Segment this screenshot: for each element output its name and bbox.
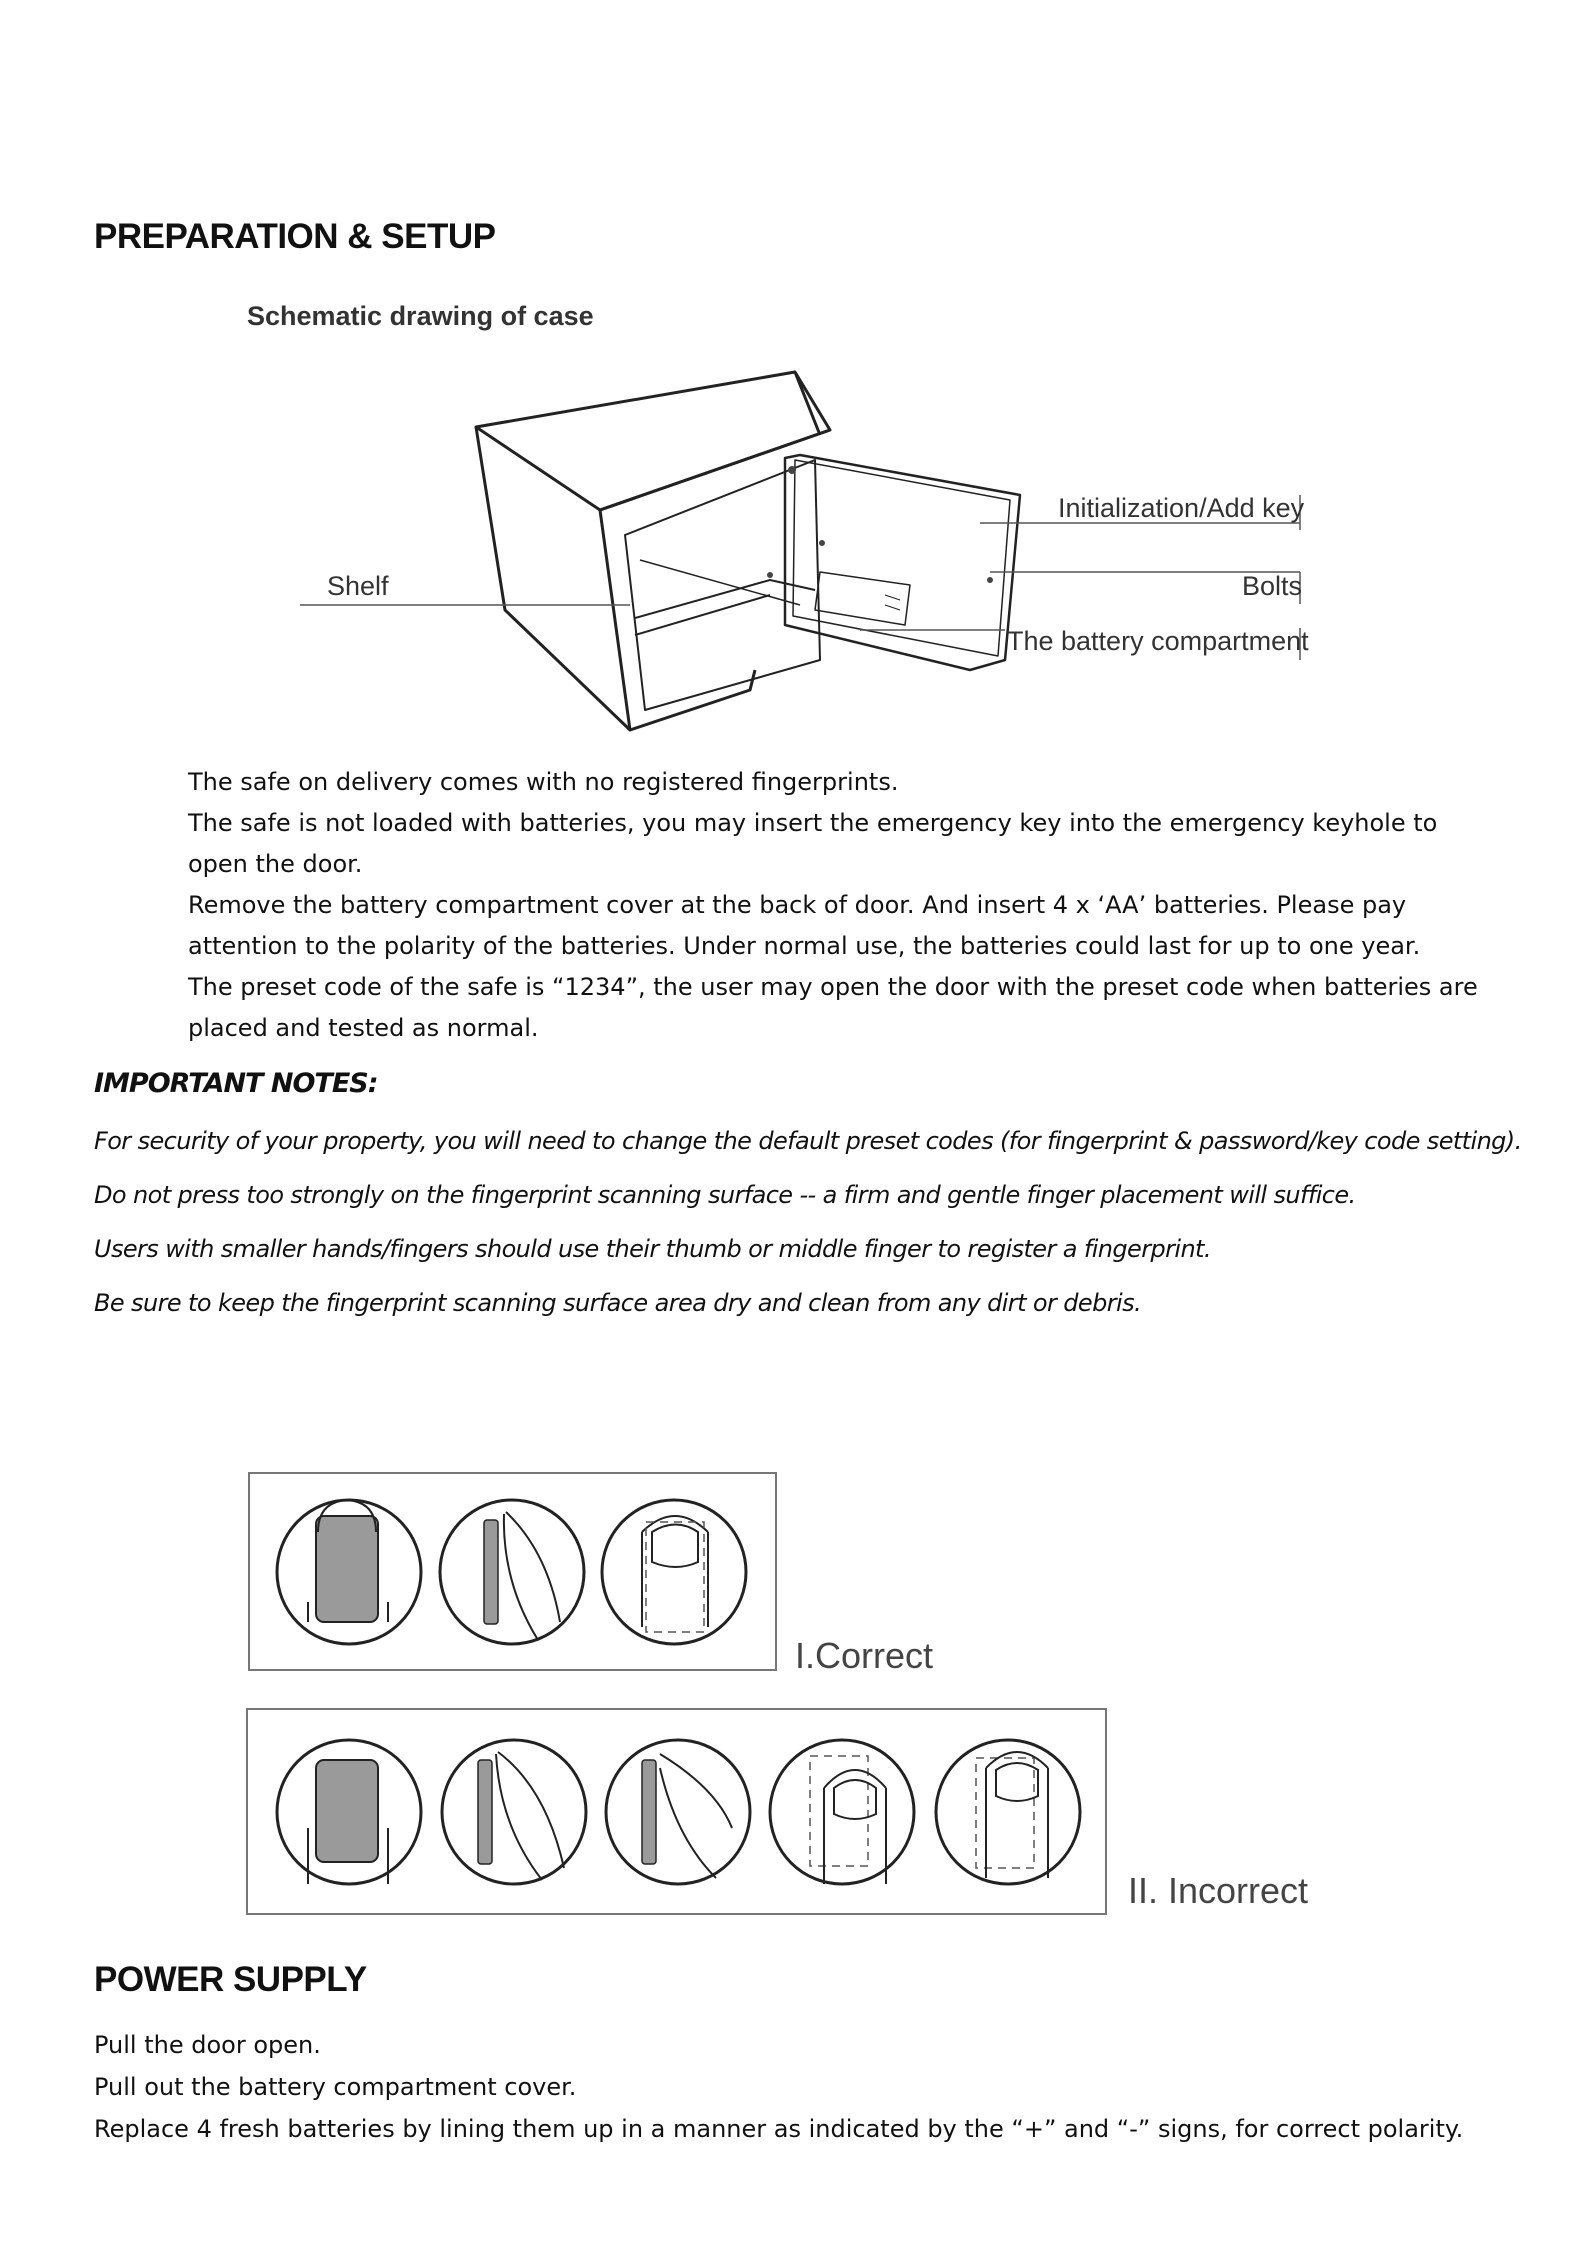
label-init-key: Initialization/Add key <box>1058 493 1305 523</box>
label-bolts: Bolts <box>1242 571 1303 601</box>
power-supply-heading: POWER SUPPLY <box>94 1960 367 1999</box>
power-step: Pull the door open. <box>94 2031 321 2059</box>
finger-flat-wrong-icon <box>277 1740 421 1884</box>
finger-side-icon <box>440 1500 584 1644</box>
setup-paragraph: The safe on delivery comes with no registered fingerprints. <box>188 768 899 796</box>
label-shelf: Shelf <box>327 571 389 601</box>
finger-guide-incorrect-panel <box>246 1708 1108 1916</box>
finger-top-icon <box>602 1500 746 1644</box>
power-steps-list <box>94 2024 1463 2150</box>
finger-offset-right-icon <box>936 1740 1080 1884</box>
power-step: Replace 4 fresh batteries by lining them up in a manner as indicated by the “+” and “-” signs, for correct polarity. <box>94 2115 1464 2143</box>
setup-paragraph: The safe is not loaded with batteries, you may insert the emergency key into the emergency keyhole to open the door. <box>188 809 1438 878</box>
note-item: Do not press too strongly on the fingerprint scanning surface -- a firm and gentle finger placement will suffice. <box>94 1181 1356 1209</box>
label-battery-compartment: The battery compartment <box>1007 626 1309 656</box>
finger-guide-correct-panel <box>248 1472 778 1672</box>
note-item: Be sure to keep the fingerprint scanning surface area dry and clean from any dirt or debris. <box>94 1289 1141 1317</box>
setup-paragraph: Remove the battery compartment cover at the back of door. And insert 4 x ‘AA’ batteries. Please pay attention to the polarity of the batteries. Under normal use, the batteries could last for up to one year. <box>188 891 1421 960</box>
finger-angled-wrong-icon <box>606 1740 750 1884</box>
power-step: Pull out the battery compartment cover. <box>94 2073 577 2101</box>
important-notes-heading: IMPORTANT NOTES: <box>94 1068 378 1099</box>
finger-flat-icon <box>277 1500 421 1644</box>
finger-offset-left-icon <box>770 1740 914 1884</box>
safe-schematic-diagram <box>300 360 1320 740</box>
diagram-title: Schematic drawing of case <box>247 301 594 331</box>
setup-paragraph: The preset code of the safe is “1234”, the user may open the door with the preset code when batteries are placed and tested as normal. <box>188 973 1478 1042</box>
preparation-heading: PREPARATION & SETUP <box>94 217 496 256</box>
correct-label: I.Correct <box>795 1635 934 1676</box>
incorrect-label: II. Incorrect <box>1128 1870 1309 1911</box>
finger-tip-wrong-icon <box>442 1740 586 1884</box>
note-item: Users with smaller hands/fingers should use their thumb or middle finger to register a fingerprint. <box>94 1235 1211 1263</box>
important-notes-list <box>94 1122 1522 1338</box>
setup-paragraphs <box>188 762 1488 1049</box>
note-item: For security of your property, you will need to change the default preset codes (for fingerprint & password/key code setting). <box>94 1127 1522 1155</box>
